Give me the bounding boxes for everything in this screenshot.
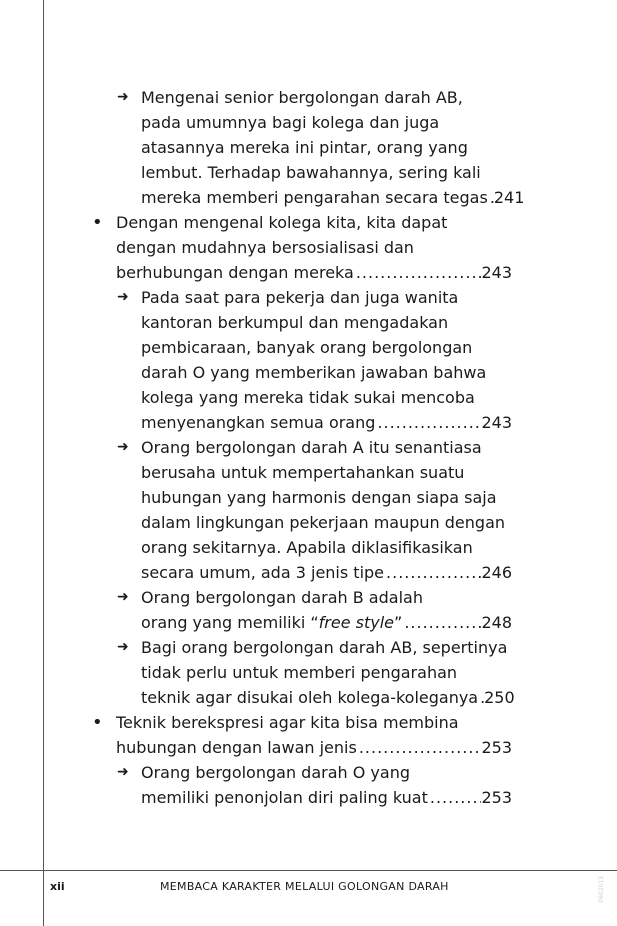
toc-entry-text-line: pada umumnya bagi kolega dan juga — [141, 113, 440, 132]
toc-entry-last-line[interactable] — [141, 410, 512, 435]
toc-entry-text-line: kolega yang mereka tidak sukai mencoba — [141, 388, 475, 407]
toc-entry-text-line: atasannya mereka ini pintar, orang yang — [141, 138, 468, 157]
bullet-icon: • — [92, 212, 103, 233]
toc-page-number: 253 — [481, 788, 512, 807]
toc-entry-text-line: orang sekitarnya. Apabila diklasifikasikan — [141, 538, 473, 557]
toc-entry-text-line: lembut. Terhadap bawahannya, sering kali — [141, 163, 481, 182]
toc-entry-title: mereka memberi pengarahan secara tegas — [141, 188, 488, 207]
page-number: xii — [50, 880, 65, 893]
toc-entry-text-line: Orang bergolongan darah O yang — [141, 763, 410, 782]
toc-entry-title: memiliki penonjolan diri paling kuat — [141, 788, 428, 807]
toc-entry-text-line: darah O yang memberikan jawaban bahwa — [141, 363, 487, 382]
dot-leader — [357, 735, 482, 760]
left-margin-rule — [43, 0, 44, 926]
toc-entry-title: berhubungan dengan mereka — [116, 263, 354, 282]
footer-rule — [0, 870, 617, 871]
toc-page-number: 246 — [481, 563, 512, 582]
toc-entry-text-line: kantoran berkumpul dan mengadakan — [141, 313, 449, 332]
arrow-right-icon: ➜ — [117, 764, 129, 780]
toc-entry-title — [141, 610, 402, 635]
arrow-right-icon: ➜ — [117, 439, 129, 455]
toc-page-number: 250 — [484, 688, 515, 707]
arrow-right-icon: ➜ — [117, 289, 129, 305]
toc-entry-title: menyenangkan semua orang — [141, 413, 376, 432]
toc-page-number: 243 — [481, 263, 512, 282]
dot-leader — [402, 610, 481, 635]
toc-entry-text-line: berusaha untuk mempertahankan suatu — [141, 463, 465, 482]
arrow-right-icon: ➜ — [117, 89, 129, 105]
dot-leader — [428, 785, 482, 810]
toc-entry-text-line: dalam lingkungan pekerjaan maupun dengan — [141, 513, 506, 532]
dot-leader — [375, 410, 481, 435]
toc-page-number: 253 — [481, 738, 512, 757]
toc-entry-title: secara umum, ada 3 jenis tipe — [141, 563, 385, 582]
toc-entry-last-line[interactable] — [141, 185, 525, 210]
toc-page-number: 243 — [481, 413, 512, 432]
toc-entry-last-line[interactable] — [141, 560, 512, 585]
bullet-icon: • — [92, 712, 103, 733]
toc-entry-title-suffix: ” — [394, 613, 403, 632]
toc-entry-text-line: Teknik berekspresi agar kita bisa membina — [116, 713, 459, 732]
toc-entry-title-italic: free style — [318, 613, 395, 632]
toc-entry-title: teknik agar disukai oleh kolega-koleganya — [141, 688, 479, 707]
toc-entry-last-line[interactable] — [141, 685, 515, 710]
toc-entry-text-line: tidak perlu untuk memberi pengarahan — [141, 663, 458, 682]
dot-leader — [384, 560, 481, 585]
toc-entry-text-line: Bagi orang bergolongan darah AB, sepertinya — [141, 638, 508, 657]
toc-entry-text-line: Pada saat para pekerja dan juga wanita — [141, 288, 459, 307]
arrow-right-icon: ➜ — [117, 639, 129, 655]
toc-entry-last-line[interactable] — [141, 785, 512, 810]
toc-entry-text-line: Mengenai senior bergolongan darah AB, — [141, 88, 463, 107]
toc-entry-last-line[interactable] — [116, 735, 512, 760]
toc-entry-text-line: pembicaraan, banyak orang bergolongan — [141, 338, 473, 357]
toc-entry-text-line: Dengan mengenal kolega kita, kita dapat — [116, 213, 448, 232]
toc-entry-title: hubungan dengan lawan jenis — [116, 738, 357, 757]
side-stamp: 0602013 — [598, 876, 605, 903]
toc-page-number: 241 — [493, 188, 525, 207]
toc-entry-last-line[interactable] — [116, 260, 512, 285]
toc-entry-text-line: hubungan yang harmonis dengan siapa saja — [141, 488, 497, 507]
dot-leader — [354, 260, 482, 285]
toc-entry-text-line: Orang bergolongan darah B adalah — [141, 588, 423, 607]
toc-entry-title-prefix: orang yang memiliki “ — [141, 613, 319, 632]
toc-page-number: 248 — [481, 613, 512, 632]
running-footer-title: MEMBACA KARAKTER MELALUI GOLONGAN DARAH — [160, 880, 449, 893]
toc-entry-text-line: dengan mudahnya bersosialisasi dan — [116, 238, 414, 257]
arrow-right-icon: ➜ — [117, 589, 129, 605]
toc-entry-text-line: Orang bergolongan darah A itu senantiasa — [141, 438, 482, 457]
toc-entry-last-line[interactable] — [141, 610, 512, 635]
